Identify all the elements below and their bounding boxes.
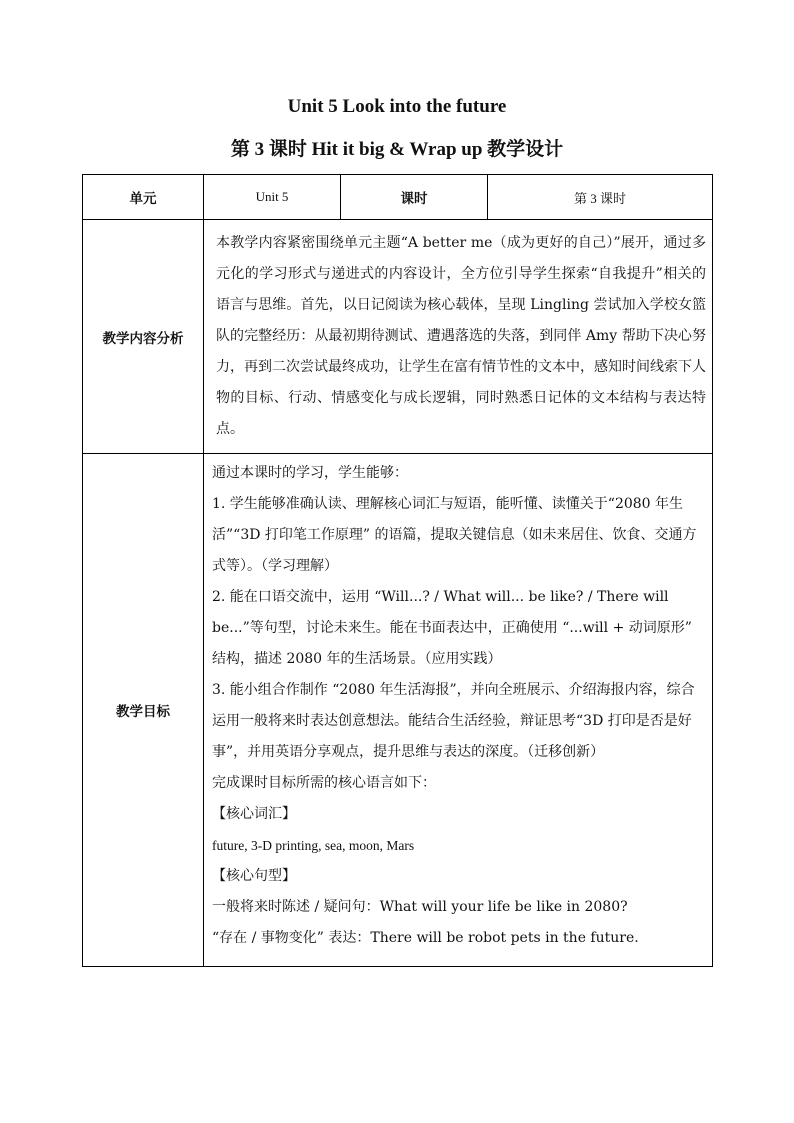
sentence-pattern-2: “存在 / 事物变化” 表达：There will be robot pets in the future.	[212, 930, 639, 946]
document-subtitle: 第 3 课时 Hit it big & Wrap up 教学设计	[230, 139, 564, 160]
objectives-content	[204, 454, 713, 967]
core-language-intro: 完成课时目标所需的核心语言如下：	[212, 775, 436, 791]
objective-item-3: 3. 能小组合作制作 “2080 年生活海报”，并向全班展示、介绍海报内容，综合运用一般将来时表达创意想法。能结合生活经验，辩证思考“3D 打印是否是好事”，并用英语分享观点，提升思维与表达的深度。（迁移创新）	[212, 682, 695, 760]
content-analysis-label: 教学内容分析	[83, 220, 204, 454]
sentence-heading: 【核心句型】	[212, 868, 296, 884]
objectives-label: 教学目标	[83, 454, 204, 967]
lesson-plan-table	[82, 174, 713, 967]
unit-label: 单元	[83, 175, 204, 220]
unit-value: Unit 5	[204, 175, 341, 220]
header-row	[83, 175, 713, 220]
vocab-heading: 【核心词汇】	[212, 806, 296, 822]
vocab-list: future, 3-D printing, sea, moon, Mars	[212, 838, 415, 853]
lesson-value: 第 3 课时	[488, 175, 713, 220]
lesson-label: 课时	[341, 175, 488, 220]
objective-item-1: 1. 学生能够准确认读、理解核心词汇与短语，能听懂、读懂关于“2080 年生活”“3D 打印笔工作原理” 的语篇，提取关键信息（如未来居住、饮食、交通方式等）。（学习理解）	[212, 496, 697, 574]
content-analysis-text: 本教学内容紧密围绕单元主题“A better me（成为更好的自己）”展开，通过多元化的学习形式与递进式的内容设计，全方位引导学生探索“自我提升”相关的语言与思维。首先，以日记阅读为核心载体，呈现 Lingling 尝试加入学校女篮队的完整经历：从最初期待测试、遭遇落选的失落，到同伴 Amy 帮助下决心努力，再到二次尝试最终成功，让学生在富有情节性的文本中，感知时间线索下人物的目标、行动、情感变化与成长逻辑，同时熟悉日记体的文本结构与表达特点。	[204, 220, 713, 454]
sentence-pattern-1: 一般将来时陈述 / 疑问句：What will your life be like in 2080?	[212, 899, 628, 915]
objectives-row	[83, 454, 713, 967]
document-title: Unit 5 Look into the future	[287, 96, 507, 117]
objective-item-2: 2. 能在口语交流中，运用 “Will...? / What will... be like? / There will be...”等句型，讨论未来生。能在书面表达中，正确使用 “...will + 动词原形” 结构，描述 2080 年的生活场景。（应用实践）	[212, 589, 692, 667]
objectives-intro: 通过本课时的学习，学生能够：	[212, 465, 408, 481]
content-analysis-row	[83, 220, 713, 454]
